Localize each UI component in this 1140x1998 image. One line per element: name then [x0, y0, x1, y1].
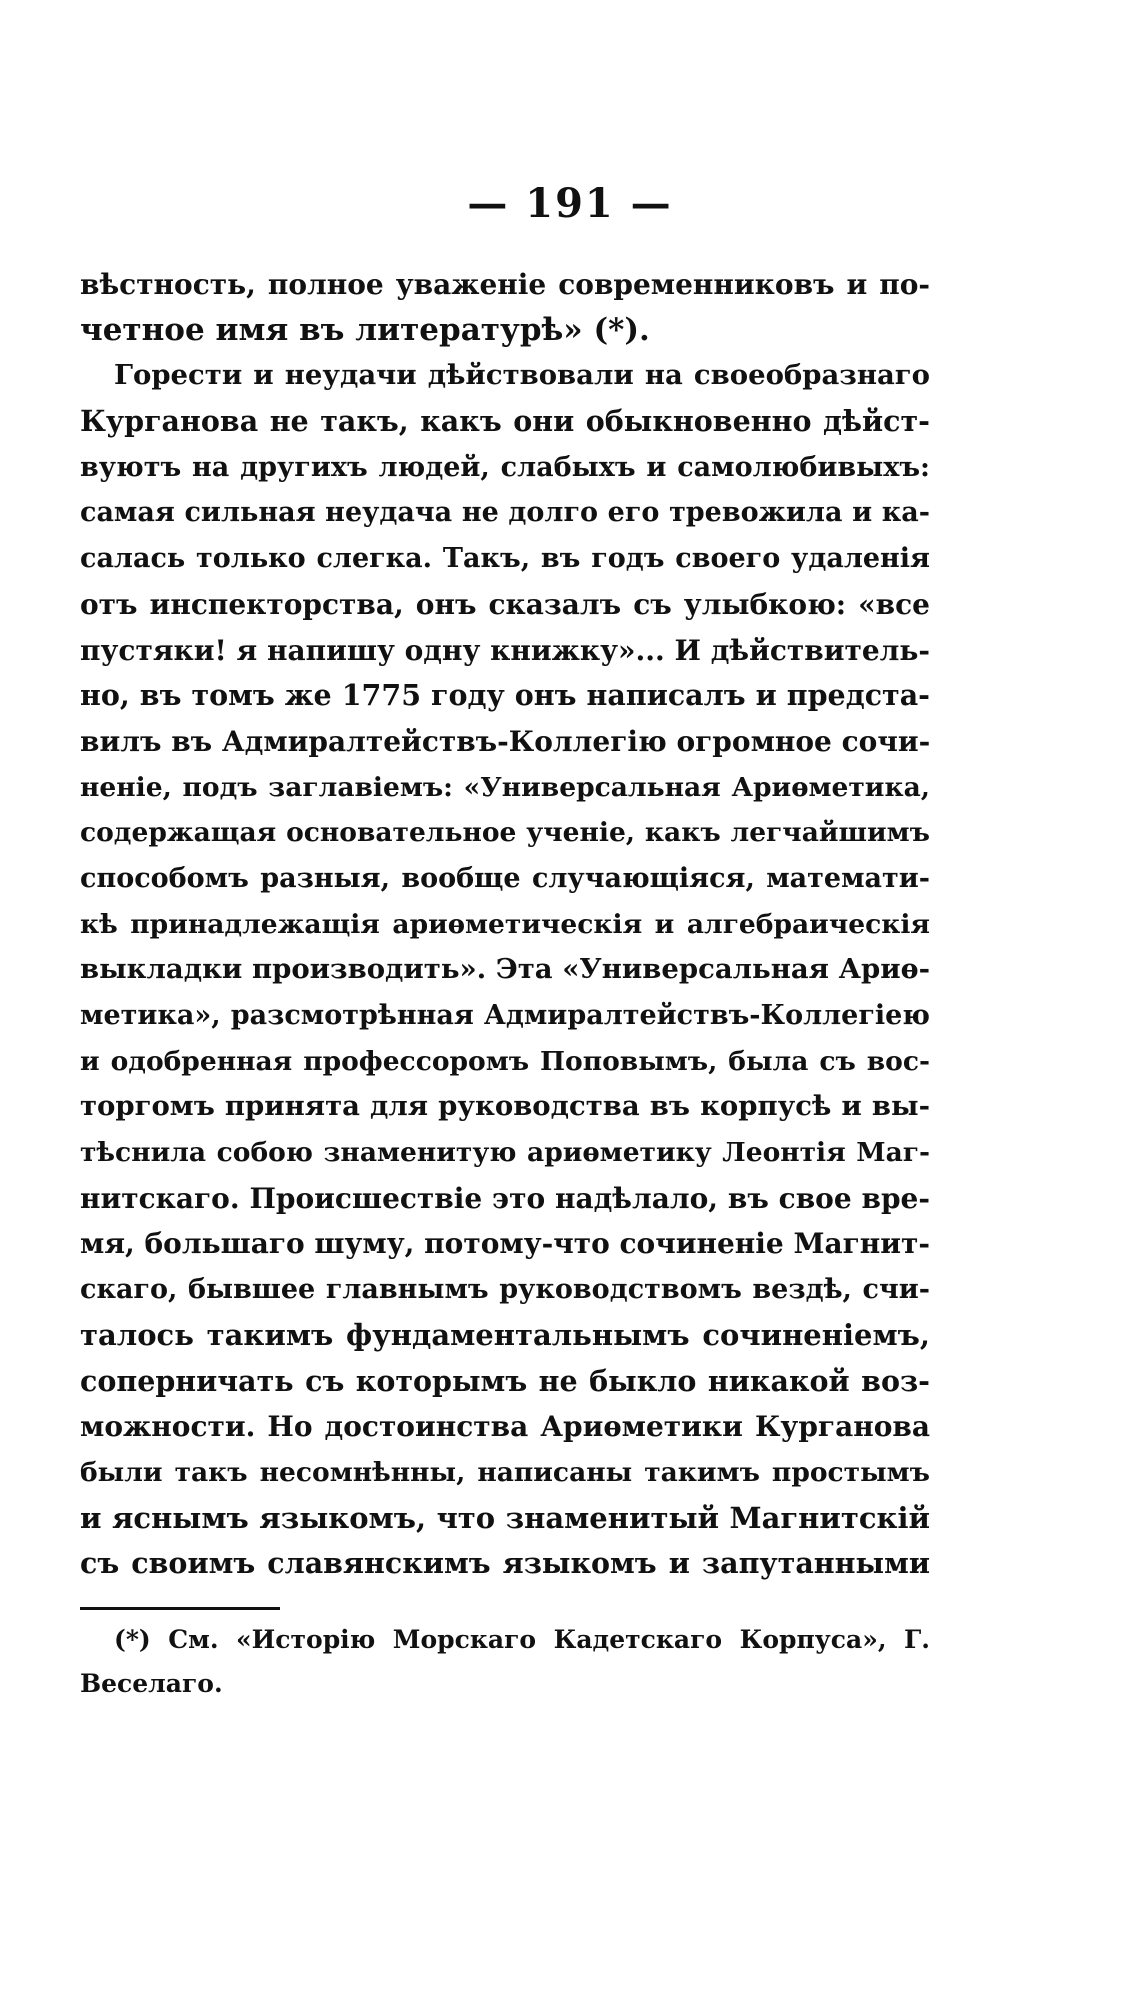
text-line: можности. Но достоинства Ариѳметики Курганова [80, 1410, 930, 1444]
text-line: соперничать съ которымъ не быкло никакой воз- [80, 1363, 930, 1398]
footnote-line: Веселаго. [80, 1669, 223, 1698]
text-line: четное имя въ литературѣ» (*). [80, 311, 650, 348]
text-line: съ своимъ славянскимъ языкомъ и запутанными [80, 1546, 930, 1581]
text-line: отъ инспекторства, онъ сказалъ съ улыбкою: «все [80, 587, 930, 621]
text-line: тѣснила собою знаменитую ариѳметику Леонтія Маг- [80, 1137, 930, 1169]
text-line: вуютъ на другихъ людей, слабыхъ и самолюбивыхъ: [80, 451, 930, 483]
text-line: нитскаго. Происшествіе это надѣлало, въ свое вре- [80, 1181, 930, 1215]
footnote-line: (*) См. «Исторію Морскаго Кадетскаго Корпуса», Г. [114, 1625, 930, 1654]
text-line: пустяки! я напишу одну книжку»... И дѣйствитель- [80, 633, 930, 667]
footnote [80, 1618, 930, 1706]
text-line: были такъ несомнѣнны, написаны такимъ простымъ [80, 1456, 930, 1488]
text-line: кѣ принадлежащія ариѳметическія и алгебраическія [80, 908, 930, 940]
text-line: и одобренная профессоромъ Поповымъ, была съ вос- [80, 1045, 930, 1077]
text-line: Курганова не такъ, какъ они обыкновенно дѣйст- [80, 404, 930, 439]
text-line: вѣстность, полное уваженіе современниковъ и по- [80, 268, 930, 301]
text-line: но, въ томъ же 1775 году онъ написалъ и предста- [80, 678, 930, 713]
text-line: содержащая основательное ученіе, какъ легчайшимъ [80, 817, 930, 849]
page-number: — 191 — [467, 180, 673, 227]
text-line: скаго, бывшее главнымъ руководствомъ вездѣ, счи- [80, 1274, 930, 1306]
text-line: салась только слегка. Такъ, въ годъ своего удаленія [80, 543, 930, 575]
text-line: метика», разсмотрѣнная Адмиралтействъ-Коллегіею [80, 1000, 930, 1031]
text-line: торгомъ принята для руководства въ корпусѣ и вы- [80, 1090, 930, 1123]
text-line: способомъ разныя, вообще случающіяся, математи- [80, 862, 930, 894]
text-line: мя, большаго шуму, потому-что сочиненіе Магнит- [80, 1227, 931, 1261]
text-line: вилъ въ Адмиралтействъ-Коллегію огромное сочи- [80, 724, 931, 758]
main-text [80, 262, 930, 1587]
text-line: Горести и неудачи дѣйствовали на своеобразнаго [114, 359, 930, 392]
text-line: неніе, подъ заглавіемъ: «Универсальная Ариѳметика, [80, 771, 930, 803]
text-line: выкладки производить». Эта «Универсальная Ариѳ- [80, 953, 930, 986]
text-line: талось такимъ фундаментальнымъ сочиненіемъ, [80, 1317, 930, 1352]
text-line: и яснымъ языкомъ, что знаменитый Магнитскій [80, 1500, 930, 1535]
text-line: самая сильная неудача не долго его тревожила и ка- [80, 497, 930, 529]
footnote-divider [80, 1607, 280, 1610]
